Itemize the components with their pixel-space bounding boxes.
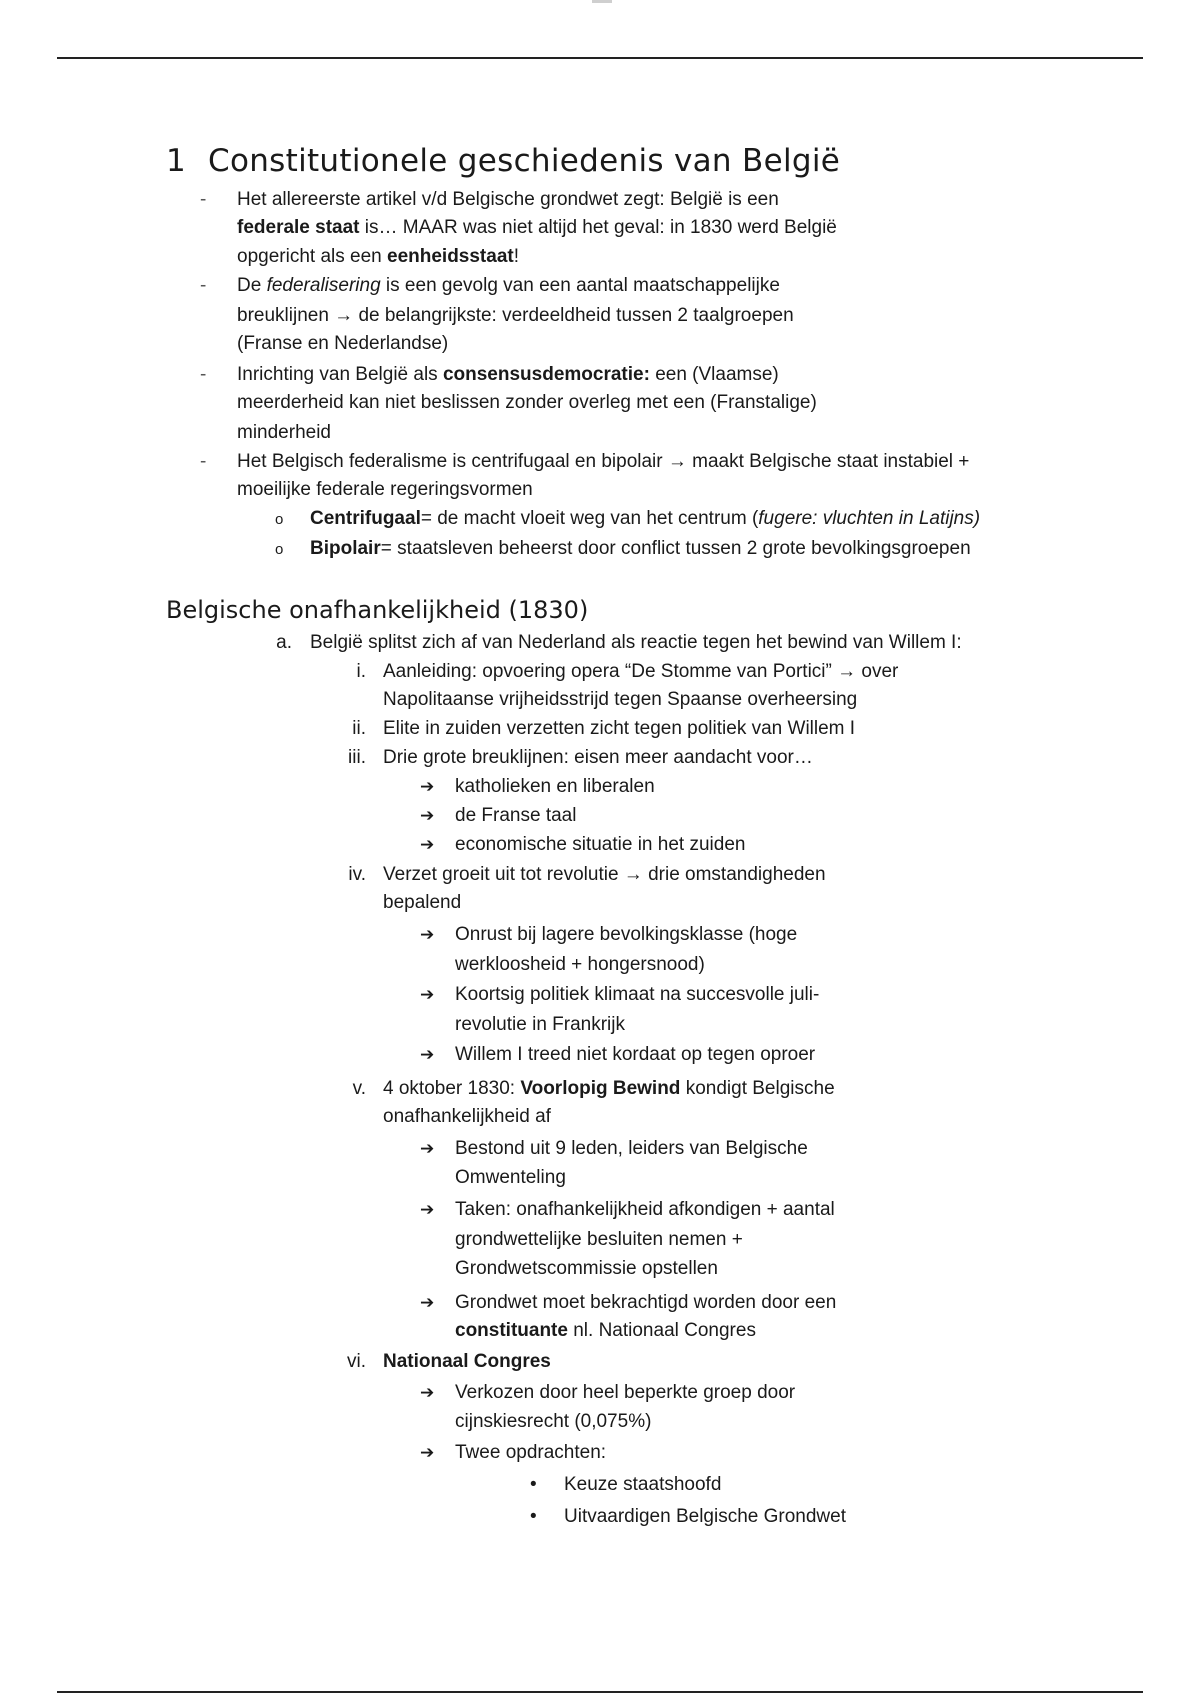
arrow-item: Omwenteling [455,1167,566,1188]
arrow-item: katholieken en liberalen [455,776,655,797]
chapter-number: 1 [166,143,187,179]
arrow-bullet: ➔ [420,1200,435,1219]
arrow-item: cijnskiesrecht (0,075%) [455,1411,652,1432]
intro-line: Inrichting van België als consensusdemocratie: een (Vlaamse) [237,364,779,385]
arrow-bullet: ➔ [420,777,435,796]
arrow-item: Verkozen door heel beperkte groep door [455,1382,796,1403]
intro-line: Het Belgisch federalisme is centrifugaal en bipolair → maakt Belgische staat instabiel + [237,451,970,472]
arrow-item: de Franse taal [455,805,577,826]
arrow-item: Grondwet moet bekrachtigd worden door een [455,1292,837,1313]
list-label-a: a. [276,632,292,653]
bullet-dash: - [200,275,207,296]
dot-item: Keuze staatshoofd [564,1474,722,1495]
arrow-item: constituante nl. Nationaal Congres [455,1320,756,1341]
arrow-item: economische situatie in het zuiden [455,834,746,855]
list-item-a: België splitst zich af van Nederland als reactie tegen het bewind van Willem I: [310,632,962,653]
list-item-i: Napolitaanse vrijheidsstrijd tegen Spaanse overheersing [383,689,858,710]
intro-line: federale staat is… MAAR was niet altijd het geval: in 1830 werd België [237,217,837,238]
list-item-v: 4 oktober 1830: Voorlopig Bewind kondigt Belgische [383,1078,835,1099]
arrow-item: Grondwetscommissie opstellen [455,1258,718,1279]
bullet-dash: - [200,364,207,385]
arrow-item: Twee opdrachten: [455,1442,607,1463]
intro-line: meerderheid kan niet beslissen zonder overleg met een (Franstalige) [237,392,817,413]
list-item-vi: Nationaal Congres [383,1351,551,1372]
circle-bullet: o [275,511,284,528]
intro-line: Het allereerste artikel v/d Belgische grondwet zegt: België is een [237,189,779,210]
intro-line: breuklijnen → de belangrijkste: verdeeldheid tussen 2 taalgroepen [237,305,794,326]
arrow-bullet: ➔ [420,1443,435,1462]
arrow-item: grondwettelijke besluiten nemen + [455,1229,743,1250]
bold-term: federale staat [237,217,360,238]
list-item-iv: Verzet groeit uit tot revolutie → drie omstandigheden [383,864,826,885]
intro-line: moeilijke federale regeringsvormen [237,479,533,500]
arrow-bullet: ➔ [420,835,435,854]
list-item-i: Aanleiding: opvoering opera “De Stomme van Portici” → over [383,661,899,682]
arrow-bullet: ➔ [420,1045,435,1064]
intro-line: (Franse en Nederlandse) [237,333,449,354]
arrow-item: Bestond uit 9 leden, leiders van Belgische [455,1138,808,1159]
intro-line: De federalisering is een gevolg van een aantal maatschappelijke [237,275,780,296]
header-mark [592,0,612,3]
list-label-i: i. [356,661,366,682]
chapter-heading [166,142,840,180]
arrow-item: Koortsig politiek klimaat na succesvolle juli- [455,984,820,1005]
list-item-iv: bepalend [383,892,462,913]
arrow-item: Onrust bij lagere bevolkingsklasse (hoge [455,924,798,945]
bold-term: eenheidsstaat [387,246,514,267]
list-label-iv: iv. [348,864,366,885]
arrow-bullet: ➔ [420,925,435,944]
list-item-iii: Drie grote breuklijnen: eisen meer aandacht voor… [383,747,813,768]
footer-rule [57,1691,1143,1693]
arrow-bullet: ➔ [420,1139,435,1158]
arrow-item: Taken: onafhankelijkheid afkondigen + aantal [455,1199,835,1220]
arrow-item: revolutie in Frankrijk [455,1014,625,1035]
arrow-bullet: ➔ [420,806,435,825]
intro-line: opgericht als een eenheidsstaat! [237,246,520,267]
bullet-dash: - [200,451,207,472]
bullet-dash: - [200,189,207,210]
sub-item-centrifugaal: Centrifugaal= de macht vloeit weg van het centrum (fugere: vluchten in Latijns) [310,508,981,529]
list-item-ii: Elite in zuiden verzetten zicht tegen politiek van Willem I [383,718,856,739]
dot-bullet: • [530,1506,537,1527]
dot-bullet: • [530,1474,537,1495]
dot-item: Uitvaardigen Belgische Grondwet [564,1506,846,1527]
arrow-bullet: ➔ [420,985,435,1004]
arrow-bullet: ➔ [420,1383,435,1402]
list-label-ii: ii. [352,718,366,739]
arrow-bullet: ➔ [420,1293,435,1312]
list-label-v: v. [352,1078,366,1099]
list-label-iii: iii. [348,747,366,768]
section-heading: Belgische onafhankelijkheid (1830) [166,596,589,624]
intro-line: minderheid [237,422,331,443]
sub-item-bipolair: Bipolair= staatsleven beheerst door conflict tussen 2 grote bevolkingsgroepen [310,538,971,559]
arrow-item: Willem I treed niet kordaat op tegen oproer [455,1044,816,1065]
chapter-title: Constitutionele geschiedenis van België [208,143,841,179]
bold-term: consensusdemocratie: [442,364,650,385]
arrow-item: werkloosheid + hongersnood) [455,954,705,975]
list-item-v: onafhankelijkheid af [383,1106,551,1127]
list-label-vi: vi. [347,1351,366,1372]
circle-bullet: o [275,541,284,558]
header-rule [57,57,1143,59]
italic-term: federalisering [266,275,381,296]
